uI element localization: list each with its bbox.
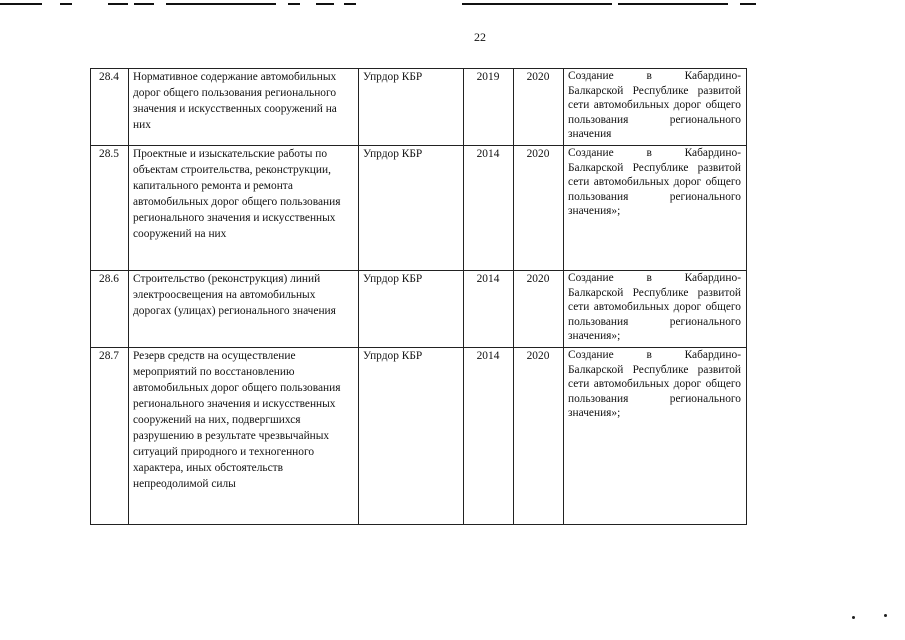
expected-result [564,271,747,348]
result-word: Создание [568,272,614,284]
executor: Упрдор КБР [359,69,464,146]
result-word: Кабардино- [684,272,741,284]
year-end: 2020 [514,146,564,271]
row-number: 28.7 [91,348,129,525]
result-first-line [568,348,741,363]
result-word: Создание [568,349,614,361]
result-word: в [646,272,652,284]
result-word: в [646,349,652,361]
result-word: Создание [568,70,614,82]
row-number: 28.5 [91,146,129,271]
year-end: 2020 [514,348,564,525]
expected-result [564,348,747,525]
result-first-line [568,69,741,84]
result-first-line [568,271,741,286]
expected-result [564,146,747,271]
scan-artifact-top [0,0,905,12]
result-word: Кабардино- [684,70,741,82]
table-row [91,271,747,348]
result-word: в [646,147,652,159]
page-number: 22 [474,30,486,44]
table-row [91,69,747,146]
year-start: 2019 [464,69,514,146]
result-text: Балкарской Республике развитой сети автомобильных дорог общего пользования регионального значения»; [568,363,741,420]
result-word: Создание [568,147,614,159]
measure-name: Нормативное содержание автомобильных дорог общего пользования регионального значения и искусственных сооружений на них [129,69,359,146]
year-end: 2020 [514,271,564,348]
expected-result [564,69,747,146]
year-end: 2020 [514,69,564,146]
row-number: 28.6 [91,271,129,348]
executor: Упрдор КБР [359,271,464,348]
year-start: 2014 [464,348,514,525]
measure-name: Строительство (реконструкция) линий электроосвещения на автомобильных дорогах (улицах) регионального значения [129,271,359,348]
year-start: 2014 [464,271,514,348]
row-number: 28.4 [91,69,129,146]
result-word: в [646,70,652,82]
scan-dot [884,614,887,617]
result-text: Балкарской Республике развитой сети автомобильных дорог общего пользования регионального значения»; [568,286,741,343]
result-text: Балкарской Республике развитой сети автомобильных дорог общего пользования регионального значения [568,84,741,141]
result-text: Балкарской Республике развитой сети автомобильных дорог общего пользования регионального значения»; [568,161,741,218]
table-row [91,348,747,525]
measures-table [90,68,747,525]
measure-name: Резерв средств на осуществление мероприятий по восстановлению автомобильных дорог общего пользования регионального значения и искусственных сооружений на них, подвергшихся разрушению в результате чрезвычайных ситуаций природного и техногенного характера, иных обстоятельств непреодолимой силы [129,348,359,525]
result-first-line [568,146,741,161]
year-start: 2014 [464,146,514,271]
measure-name: Проектные и изыскательские работы по объектам строительства, реконструкции, капитального ремонта и ремонта автомобильных дорог общего пользования регионального значения и искусственных сооружений на них [129,146,359,271]
table-row [91,146,747,271]
result-word: Кабардино- [684,349,741,361]
scan-dot [852,616,855,619]
executor: Упрдор КБР [359,348,464,525]
executor: Упрдор КБР [359,146,464,271]
result-word: Кабардино- [684,147,741,159]
